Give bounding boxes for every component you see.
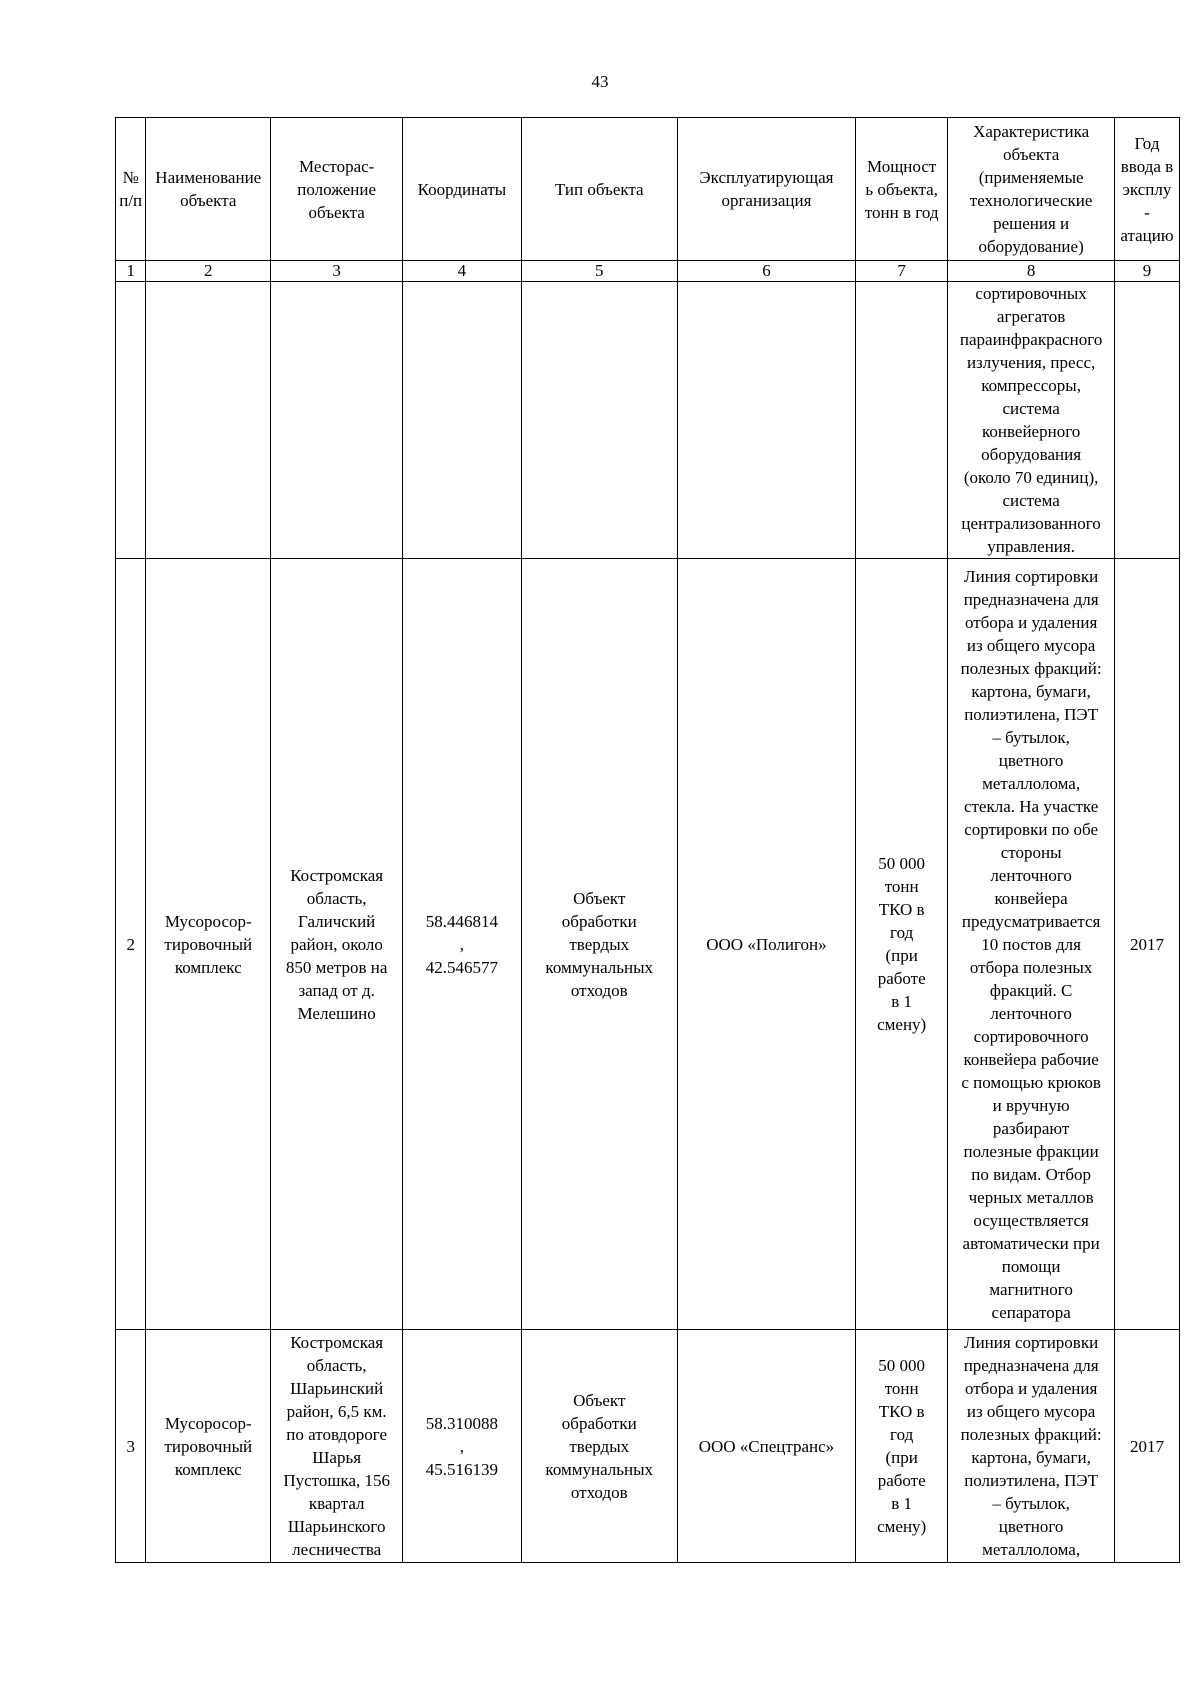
object-type-cell: Объект обработки твердых коммунальных отходов — [521, 1330, 677, 1563]
location-cell: Костромская область, Галичский район, около 850 метров на запад от д. Мелешино — [271, 559, 403, 1330]
object-name-cell: Мусоросор- тировочный комплекс — [146, 559, 271, 1330]
location-cell: Костромская область, Шарьинский район, 6,5 км. по атовдороге Шарья Пустошка, 156 квартал Шарьинского лесничества — [271, 1330, 403, 1563]
header-year: Год ввода в эксплу - атацию — [1114, 118, 1179, 261]
column-number: 7 — [856, 261, 948, 282]
column-number: 4 — [403, 261, 521, 282]
characteristics-cell: Линия сортировки предназначена для отбора и удаления из общего мусора полезных фракций: картона, бумаги, полиэтилена, ПЭТ – бутылок, цветного металлолома, стекла. На участке сортировки по обе стороны ленточного конвейера предусматривается 10 постов для отбора полезных фракций. С ленточного сортировочного конвейера рабочие с помощью крюков и вручную разбирают полезные фракции по видам. Отбор черных металлов осуществляется автоматически при помощи магнитного сепаратора — [948, 559, 1115, 1330]
header-operator: Эксплуатирующая организация — [677, 118, 855, 261]
row-number-cell: 2 — [116, 559, 146, 1330]
empty-cell — [146, 282, 271, 559]
operator-cell: ООО «Полигон» — [677, 559, 855, 1330]
empty-cell — [403, 282, 521, 559]
operator-cell: ООО «Спецтранс» — [677, 1330, 855, 1563]
coordinates-cell: 58.446814 , 42.546577 — [403, 559, 521, 1330]
column-number: 2 — [146, 261, 271, 282]
column-number-row — [116, 261, 1180, 282]
header-row — [116, 118, 1180, 261]
table-row — [116, 559, 1180, 1330]
column-number: 1 — [116, 261, 146, 282]
column-number: 5 — [521, 261, 677, 282]
object-type-cell: Объект обработки твердых коммунальных отходов — [521, 559, 677, 1330]
capacity-cell: 50 000 тонн ТКО в год (при работе в 1 смену) — [856, 559, 948, 1330]
year-cell: 2017 — [1114, 559, 1179, 1330]
characteristics-cell: Линия сортировки предназначена для отбора и удаления из общего мусора полезных фракций: картона, бумаги, полиэтилена, ПЭТ – бутылок, цветного металлолома, — [948, 1330, 1115, 1563]
object-name-cell: Мусоросор- тировочный комплекс — [146, 1330, 271, 1563]
empty-cell — [856, 282, 948, 559]
header-name: Наименование объекта — [146, 118, 271, 261]
empty-cell — [521, 282, 677, 559]
year-cell: 2017 — [1114, 1330, 1179, 1563]
header-characteristics: Характеристика объекта (применяемые технологические решения и оборудование) — [948, 118, 1115, 261]
empty-cell — [271, 282, 403, 559]
column-number: 9 — [1114, 261, 1179, 282]
coordinates-cell: 58.310088 , 45.516139 — [403, 1330, 521, 1563]
waste-facilities-table — [115, 117, 1180, 1563]
page-number: 43 — [591, 72, 609, 91]
row-number-cell: 3 — [116, 1330, 146, 1563]
empty-cell — [116, 282, 146, 559]
column-number: 6 — [677, 261, 855, 282]
column-number: 8 — [948, 261, 1115, 282]
header-num: № п/п — [116, 118, 146, 261]
column-number: 3 — [271, 261, 403, 282]
header-coordinates: Координаты — [403, 118, 521, 261]
table-row — [116, 1330, 1180, 1563]
header-location: Месторас- положение объекта — [271, 118, 403, 261]
continuation-row — [116, 282, 1180, 559]
header-type: Тип объекта — [521, 118, 677, 261]
empty-cell — [677, 282, 855, 559]
header-capacity: Мощност ь объекта, тонн в год — [856, 118, 948, 261]
capacity-cell: 50 000 тонн ТКО в год (при работе в 1 смену) — [856, 1330, 948, 1563]
empty-cell — [1114, 282, 1179, 559]
characteristics-cell: сортировочных агрегатов параинфракрасного излучения, пресс, компрессоры, система конвейерного оборудования (около 70 единиц), система централизованного управления. — [948, 282, 1115, 559]
